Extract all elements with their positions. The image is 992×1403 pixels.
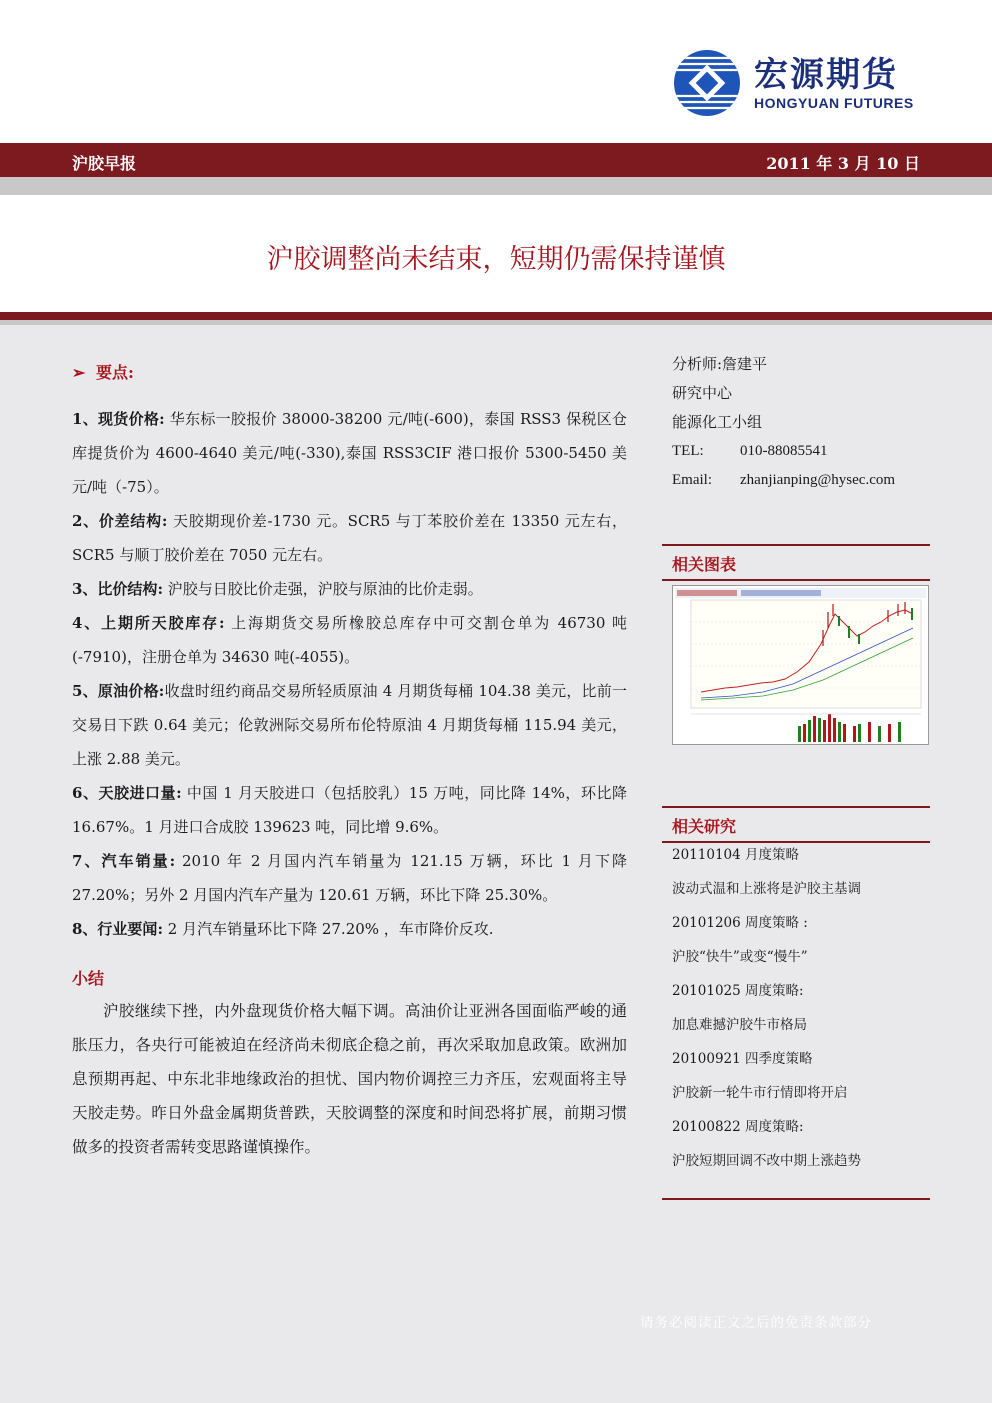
- research-item: 加息难撼沪胶牛市格局: [672, 1017, 807, 1033]
- keypoint-text: 收盘时纽约商品交易所轻质原油 4 月期货每桶 104.38 美元，比前一交易日下跌 0.64 美元；伦敦洲际交易所布伦特原油 4 月期货每桶 115.94 美元，上涨 2.88 美元。: [72, 682, 627, 768]
- disclaimer-note: 请务必阅读正文之后的免责条款部分: [640, 1315, 872, 1331]
- keypoint-label: 3、比价结构:: [72, 580, 163, 598]
- keypoint-text: 中国 1 月天胶进口（包括胶乳）15 万吨，同比降 14%，环比降 16.67%。1 月进口合成胶 139623 吨，同比增 9.6%。: [72, 784, 627, 836]
- analyst-info: [672, 350, 930, 495]
- analyst-group: 能源化工小组: [672, 413, 763, 431]
- keypoints-heading: [72, 360, 627, 386]
- research-item: 20101206 周度策略 :: [672, 915, 808, 931]
- keypoint-text: 2010 年 2 月国内汽车销量为 121.15 万辆，环比 1 月下降 27.20%；另外 2 月国内汽车产量为 120.61 万辆，环比下降 25.30%。: [72, 852, 627, 904]
- keypoint-item: [72, 572, 627, 606]
- keypoint-item: [72, 402, 627, 504]
- keypoint-item: [72, 776, 627, 844]
- analyst-tel: [672, 437, 930, 466]
- research-bottom-rule: [662, 1198, 930, 1200]
- company-logo: [672, 48, 914, 118]
- logo-en-text: HONGYUAN FUTURES: [754, 95, 914, 111]
- keypoint-item: [72, 504, 627, 572]
- keypoint-label: 5、原油价格:: [72, 682, 165, 700]
- logo-emblem-icon: [672, 48, 742, 118]
- keypoint-label: 2、价差结构:: [72, 512, 168, 530]
- tel-value: 010-88085541: [740, 443, 828, 459]
- candlestick-chart-image: [673, 586, 928, 744]
- report-date: 2011 年 3 月 10 日: [766, 154, 920, 173]
- research-item: 20100921 四季度策略: [672, 1051, 813, 1067]
- research-section-title: 相关研究: [662, 808, 930, 843]
- research-item: 沪胶新一轮牛市行情即将开启: [672, 1085, 848, 1101]
- research-item: 20100822 周度策略:: [672, 1119, 804, 1135]
- research-item: 沪胶短期回调不改中期上涨趋势: [672, 1153, 861, 1169]
- title-divider: [0, 312, 992, 320]
- research-item: 沪胶“快牛”或变“慢牛”: [672, 949, 808, 965]
- related-chart-thumbnail: [672, 585, 929, 745]
- keypoint-text: 上海期货交易所橡胶总库存中可交割仓单为 46730 吨(-7910)，注册仓单为 34630 吨(-4055)。: [72, 614, 627, 666]
- title-area: [0, 195, 992, 312]
- analyst-dept: 研究中心: [672, 384, 733, 402]
- band-shadow: [0, 177, 992, 195]
- keypoint-item: [72, 606, 627, 674]
- logo-cn-text: 宏源期货: [754, 55, 898, 95]
- keypoint-label: 1、现货价格:: [72, 410, 165, 428]
- charts-section-title: 相关图表: [662, 546, 930, 581]
- keypoint-label: 4、上期所天胶库存:: [72, 614, 225, 632]
- tel-label: TEL:: [672, 443, 704, 459]
- analyst-name: 分析师:詹建平: [672, 355, 768, 373]
- related-research-list: [672, 838, 930, 1178]
- charts-section-header: [662, 544, 930, 581]
- keypoint-text: 华东标一胶报价 38000-38200 元/吨(-600)，泰国 RSS3 保税区仓库提货价为 4600-4640 美元/吨(-330),泰国 RSS3CIF 港口报价 5300-5450 美元/吨（-75）。: [72, 410, 627, 496]
- research-item: 20110104 月度策略: [672, 847, 800, 863]
- keypoint-item: [72, 844, 627, 912]
- keypoint-text: 2 月汽车销量环比下降 27.20% ，车市降价反攻.: [162, 920, 494, 938]
- keypoint-item: [72, 674, 627, 776]
- arrow-bullet-icon: ➢: [72, 363, 86, 382]
- summary-paragraph: 沪胶继续下挫，内外盘现货价格大幅下调。高油价让亚洲各国面临严峻的通胀压力，各央行可能被迫在经济尚未彻底企稳之前，再次采取加息政策。欧洲加息预期再起、中东北非地缘政治的担忧、国内物价调控三力齐压，宏观面将主导天胶走势。昨日外盘金属期货普跌，天胶调整的深度和时间恐将扩展，前期习惯做多的投资者需转变思路谨慎操作。: [72, 1002, 627, 1156]
- report-type: 沪胶早报: [72, 154, 137, 173]
- analyst-email: [672, 466, 930, 495]
- report-title: 沪胶调整尚未结束，短期仍需保持谨慎: [266, 244, 726, 275]
- keypoints-heading-text: 要点:: [96, 363, 134, 382]
- email-value: zhanjianping@hysec.com: [740, 472, 896, 488]
- keypoint-label: 8、行业要闻:: [72, 920, 163, 938]
- main-content: [72, 360, 627, 1164]
- keypoint-text: 沪胶与日胶比价走强，沪胶与原油的比价走弱。: [162, 580, 483, 598]
- keypoint-item: [72, 912, 627, 946]
- keypoint-text: 天胶期现价差-1730 元。SCR5 与丁苯胶价差在 13350 元左右，SCR5 与顺丁胶价差在 7050 元左右。: [72, 512, 627, 564]
- research-item: 20101025 周度策略:: [672, 983, 804, 999]
- keypoint-label: 6、天胶进口量:: [72, 784, 182, 802]
- summary-heading: 小结: [72, 969, 105, 988]
- title-divider-shadow: [0, 320, 992, 325]
- research-item: 波动式温和上涨将是沪胶主基调: [672, 881, 861, 897]
- report-band: [0, 143, 992, 177]
- email-label: Email:: [672, 472, 712, 488]
- keypoint-label: 7、汽车销量:: [72, 852, 176, 870]
